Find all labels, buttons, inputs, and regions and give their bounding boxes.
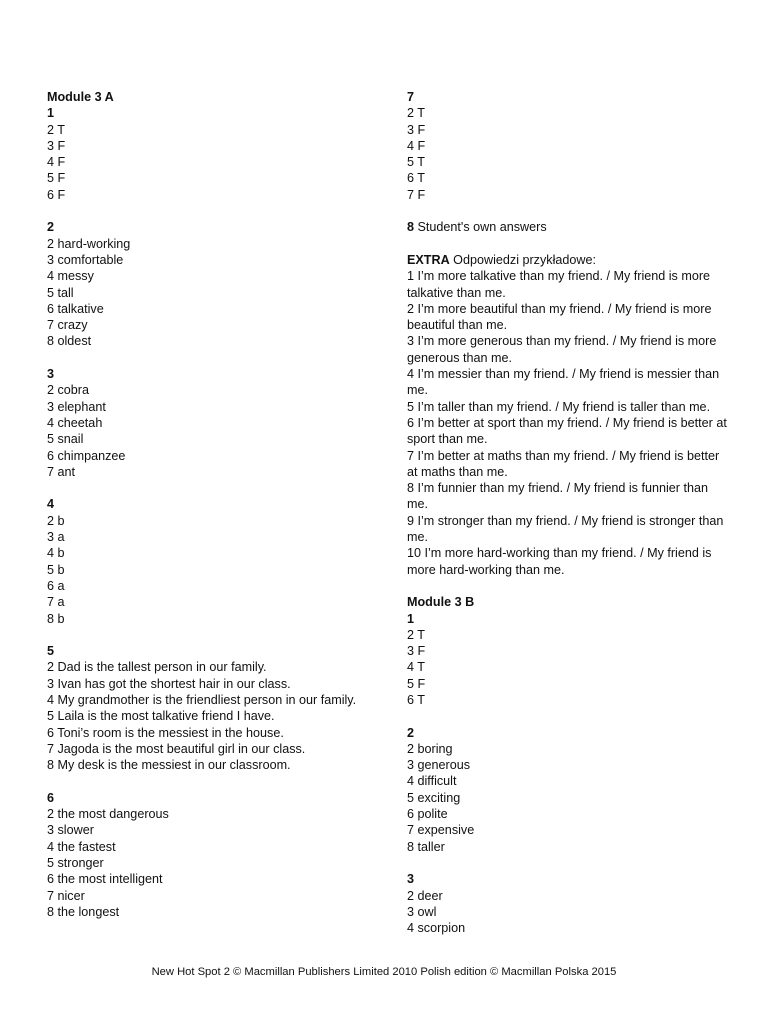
answer-line: 4 b (47, 546, 65, 561)
answer-line: 3 I’m more generous than my friend. / My friend is more generous than me. (407, 334, 717, 365)
answer-line: 9 I’m stronger than my friend. / My friend is stronger than me. (407, 513, 724, 545)
answer-line: 5 tall (47, 285, 74, 300)
answer-line: 7 crazy (47, 318, 88, 333)
answer-line: 4 My grandmother is the friendliest person in our family. (47, 692, 357, 707)
answer-line: 6 I’m better at sport than my friend. / My friend is better at sport than me. (407, 415, 727, 447)
spacer (407, 203, 729, 219)
answer-line: 3 slower (47, 823, 94, 838)
answer-line: 6 a (47, 578, 65, 593)
answer-line: 4 T (407, 660, 425, 675)
answer-line: 7 expensive (407, 823, 475, 838)
answer-line: 3 owl (407, 904, 437, 919)
answer-line: 8 taller (407, 839, 445, 854)
section-heading: Module 3 B (407, 595, 475, 610)
answer-line: 6 the most intelligent (47, 872, 163, 887)
answer-line: 7 I’m better at maths than my friend. / My friend is better at maths than me. (407, 448, 720, 479)
answer-line: 5 F (407, 676, 426, 691)
answer-line: 3 comfortable (47, 252, 124, 267)
answer-line (407, 219, 729, 235)
answer-line: 7 ant (47, 464, 76, 479)
answer-text: Student's own answers (414, 220, 547, 235)
answer-line: 4 F (47, 155, 66, 170)
answer-line: 5 b (47, 562, 65, 577)
section-heading: 1 (407, 611, 415, 626)
answer-line: 6 Toni’s room is the messiest in the house. (47, 725, 284, 740)
answer-line: 7 Jagoda is the most beautiful girl in our class. (47, 741, 306, 756)
spacer (47, 203, 367, 219)
section-heading: 1 (47, 106, 55, 121)
section-heading: 2 (407, 725, 415, 740)
answer-line: 3 F (407, 122, 426, 137)
answer-key-left-column (47, 89, 367, 920)
answer-line: 3 generous (407, 758, 471, 773)
answer-line: 3 a (47, 530, 65, 545)
answer-line: 3 Ivan has got the shortest hair in our class. (47, 676, 291, 691)
answer-line: 5 T (407, 155, 425, 170)
answer-line: 4 cheetah (47, 415, 103, 430)
spacer (407, 855, 729, 871)
spacer (407, 708, 729, 724)
answer-line: 5 Laila is the most talkative friend I have. (47, 709, 275, 724)
section-heading: 4 (47, 497, 55, 512)
answer-line: 10 I’m more hard-working than my friend. / My friend is more hard-working than me. (407, 546, 712, 577)
spacer (47, 480, 367, 496)
answer-line: 8 oldest (47, 334, 92, 349)
answer-line: 5 snail (47, 432, 84, 447)
section-heading: 6 (47, 790, 55, 805)
answer-line: 6 chimpanzee (47, 448, 126, 463)
answer-line: 8 b (47, 611, 65, 626)
answer-text: Odpowiedzi przykładowe: (449, 252, 596, 267)
spacer (47, 773, 367, 789)
answer-line: 6 polite (407, 807, 448, 822)
answer-line: 2 b (47, 513, 65, 528)
answer-line: 2 boring (407, 741, 453, 756)
answer-line: 2 the most dangerous (47, 807, 169, 822)
answer-line: 3 F (47, 138, 66, 153)
answer-line: 4 the fastest (47, 839, 116, 854)
answer-line: 4 I’m messier than my friend. / My friend is messier than me. (407, 367, 720, 398)
answer-line: 2 deer (407, 888, 443, 903)
answer-line: 8 I’m funnier than my friend. / My friend is funnier than me. (407, 481, 708, 512)
answer-line: 4 messy (47, 269, 94, 284)
copyright-footer: New Hot Spot 2 © Macmillan Publishers Limited 2010 Polish edition © Macmillan Polska 2015 (151, 966, 617, 978)
answer-line: 5 I’m taller than my friend. / My friend is taller than me. (407, 399, 711, 414)
answer-label: 8 (407, 220, 415, 235)
spacer (407, 236, 729, 252)
spacer (47, 627, 367, 643)
answer-key-right-column (407, 89, 729, 936)
answer-line: 3 elephant (47, 399, 106, 414)
section-heading: 3 (407, 872, 415, 887)
answer-line (407, 252, 729, 268)
answer-label: EXTRA (407, 252, 450, 267)
answer-line: 1 I’m more talkative than my friend. / My friend is more talkative than me. (407, 269, 711, 300)
answer-line: 6 T (407, 171, 425, 186)
answer-line: 6 F (47, 187, 66, 202)
answer-line: 8 My desk is the messiest in our classroom. (47, 758, 291, 773)
section-heading: 7 (407, 90, 415, 104)
answer-line: 4 scorpion (407, 921, 466, 936)
answer-line: 5 F (47, 171, 66, 186)
spacer (47, 350, 367, 366)
section-heading: 5 (47, 644, 55, 659)
answer-line: 4 F (407, 138, 426, 153)
answer-line: 2 I’m more beautiful than my friend. / My friend is more beautiful than me. (407, 301, 712, 333)
answer-line: 6 T (407, 692, 425, 707)
section-heading: Module 3 A (47, 90, 114, 104)
answer-line: 6 talkative (47, 301, 104, 316)
answer-line: 2 T (407, 106, 425, 121)
answer-line: 2 hard-working (47, 236, 131, 251)
answer-line: 8 the longest (47, 904, 120, 919)
spacer (407, 578, 729, 594)
answer-line: 7 a (47, 595, 65, 610)
answer-line: 2 Dad is the tallest person in our family. (47, 660, 267, 675)
answer-line: 7 nicer (47, 888, 85, 903)
answer-line: 5 exciting (407, 790, 461, 805)
section-heading: 3 (47, 367, 55, 382)
answer-line: 3 F (407, 644, 426, 659)
section-heading: 2 (47, 220, 55, 235)
answer-line: 2 T (407, 627, 425, 642)
answer-line: 4 difficult (407, 774, 457, 789)
answer-line: 2 T (47, 122, 65, 137)
answer-line: 2 cobra (47, 383, 90, 398)
answer-line: 7 F (407, 187, 426, 202)
answer-line: 5 stronger (47, 855, 104, 870)
